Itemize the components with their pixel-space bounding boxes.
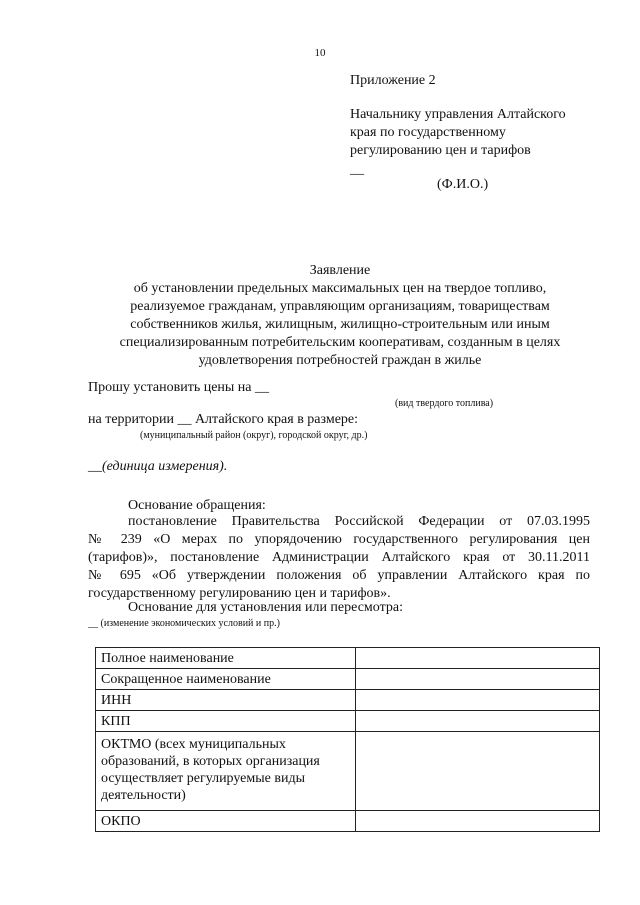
row-value	[355, 648, 599, 669]
row-value	[355, 690, 599, 711]
basis-line: (тарифов)», постановление Администрации Алтайского края от 30.11.2011	[88, 550, 590, 565]
row-value	[355, 711, 599, 732]
reason-hint: __ (изменение экономических условий и пр.)	[88, 618, 280, 629]
title-line: собственников жилья, жилищным, жилищно-строительным или иным	[130, 317, 550, 332]
fio-label: (Ф.И.О.)	[437, 177, 489, 192]
addressee-line: Начальнику управления Алтайского	[350, 107, 566, 122]
table-row	[96, 648, 600, 669]
basis-heading: Основание обращения:	[128, 498, 266, 513]
title-line: реализуемое гражданам, управляющим организациям, товариществам	[130, 299, 550, 314]
row-label: ОКТМО (всех муниципальных образований, в которых организация осуществляет регулируемые виды деятельности)	[96, 732, 356, 811]
row-label: ОКПО	[96, 811, 356, 832]
title-heading: Заявление	[309, 263, 371, 278]
basis-line: государственному регулированию цен и тарифов».	[88, 586, 391, 601]
territory-hint: (муниципальный район (округ), городской округ, др.)	[140, 430, 368, 441]
row-label: Сокращенное наименование	[96, 669, 356, 690]
row-value	[355, 669, 599, 690]
addressee-block	[350, 72, 610, 160]
table-row	[96, 732, 600, 811]
table-row	[96, 811, 600, 832]
organization-details-table	[95, 647, 600, 832]
row-value	[355, 811, 599, 832]
title-line: специализированным потребительским кооперативам, созданным в целях	[119, 335, 561, 350]
page-number: 10	[314, 47, 326, 59]
basis-paragraph	[88, 513, 590, 603]
row-value	[355, 732, 599, 811]
row-label: КПП	[96, 711, 356, 732]
addressee-line: регулированию цен и тарифов	[350, 143, 531, 158]
addressee-line: края по государственному	[350, 125, 506, 140]
fio-underline: __	[350, 162, 364, 177]
appendix-label: Приложение 2	[350, 73, 436, 88]
basis-line: № 695 «Об утверждении положения об управлении Алтайского края по	[88, 568, 590, 583]
basis-line: № 239 «О мерах по упорядочению государственного регулирования цен	[88, 532, 590, 547]
document-title	[80, 262, 600, 370]
fuel-type-hint: (вид твердого топлива)	[395, 398, 494, 409]
row-label: Полное наименование	[96, 648, 356, 669]
table-row	[96, 669, 600, 690]
territory-line: на территории __ Алтайского края в размере:	[88, 412, 359, 427]
title-line: об установлении предельных максимальных цен на твердое топливо,	[133, 281, 547, 296]
unit-line: __(единица измерения).	[88, 459, 228, 474]
basis-line: постановление Правительства Российской Федерации от 07.03.1995	[128, 514, 590, 529]
table-row	[96, 711, 600, 732]
table-row	[96, 690, 600, 711]
reason-heading: Основание для установления или пересмотра:	[128, 600, 403, 615]
request-line: Прошу установить цены на __	[88, 380, 270, 395]
title-line: удовлетворения потребностей граждан в жилье	[198, 353, 482, 368]
row-label: ИНН	[96, 690, 356, 711]
